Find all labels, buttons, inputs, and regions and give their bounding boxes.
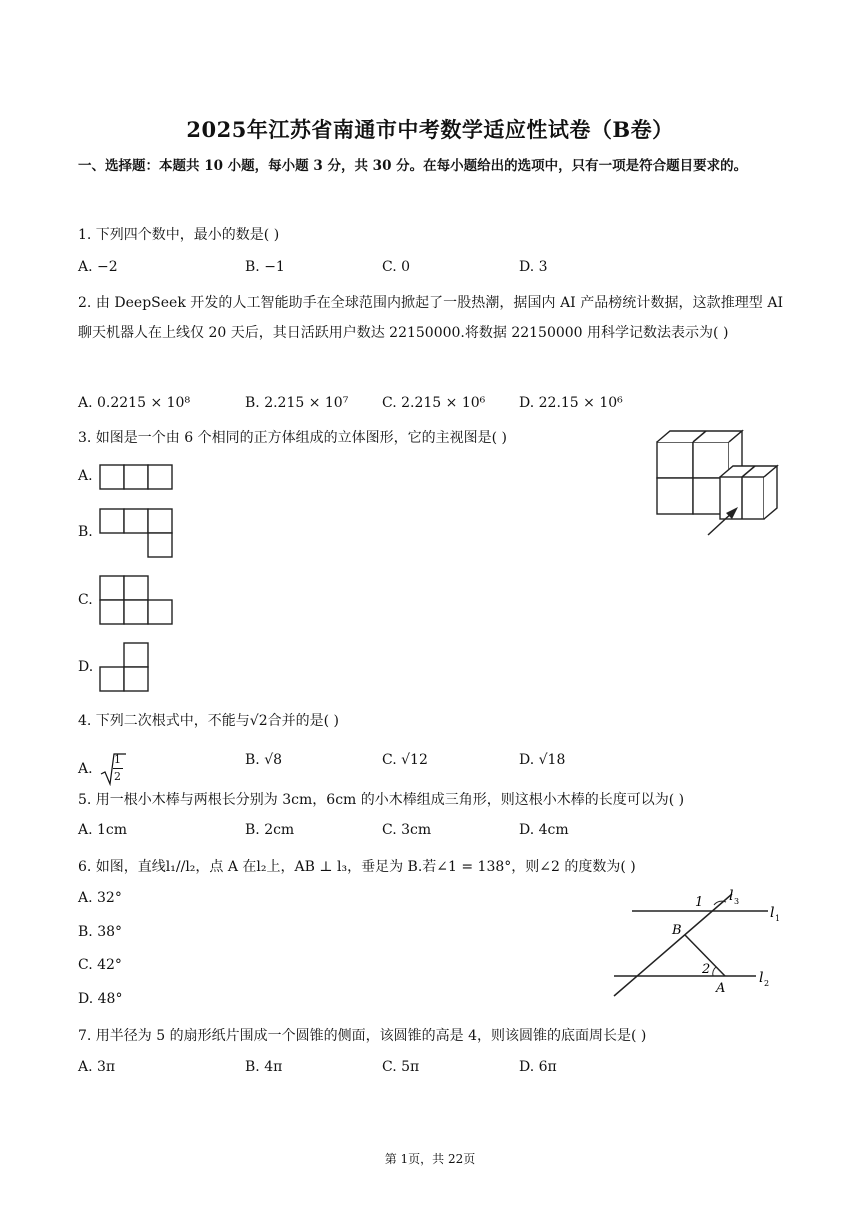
line-l2-label: l — [759, 970, 764, 986]
question-1-stem: 1. 下列四个数中，最小的数是( ) — [78, 227, 280, 243]
question-6-stem: 6. 如图，直线l₁//l₂，点 A 在l₂上，AB ⊥ l₃，垂足为 B.若∠1 = 138°，则∠2 的度数为( ) — [78, 859, 636, 875]
q7-option-a: A. 3π — [78, 1059, 116, 1075]
line-l1-subscript: 1 — [775, 914, 781, 923]
question-4-stem: 4. 下列二次根式中，不能与√2合并的是( ) — [78, 713, 340, 729]
line-l3-label: l — [729, 888, 734, 904]
question-2-stem: 2. 由 DeepSeek 开发的人工智能助手在全球范围内掀起了一股热潮，据国内 AI 产品榜统计数据，这款推理型 AI 聊天机器人在上线仅 20 天后，其日活跃用户数达 22150000.将数据 22150000 用科学记数法表示为( ) — [78, 295, 783, 341]
line-l2-subscript: 2 — [764, 979, 770, 988]
q3-option-b-figure — [98, 507, 178, 562]
sqrt-sign-icon — [100, 752, 126, 786]
q3-option-a: A. — [78, 468, 93, 484]
q2-option-d: D. 22.15 × 10⁶ — [519, 395, 623, 411]
q3-option-b: B. — [78, 524, 93, 540]
q2-option-b: B. 2.215 × 10⁷ — [245, 395, 349, 411]
q3-option-d: D. — [78, 659, 94, 675]
q2-option-c: C. 2.215 × 10⁶ — [382, 395, 486, 411]
page-title: 2025年江苏省南通市中考数学适应性试卷（B卷） — [186, 117, 674, 142]
q6-option-b: B. 38° — [78, 924, 123, 940]
q7-option-d: D. 6π — [519, 1059, 557, 1075]
question-7-stem: 7. 用半径为 5 的扇形纸片围成一个圆锥的侧面，该圆锥的高是 4，则该圆锥的底面周长是( ) — [78, 1028, 647, 1044]
fraction-numerator: 1 — [114, 753, 122, 766]
angle-2-label: 2 — [702, 962, 711, 977]
line-l1-label: l — [770, 905, 775, 921]
fraction-denominator: 2 — [114, 770, 122, 783]
q1-option-c: C. 0 — [382, 259, 411, 275]
q1-option-b: B. −1 — [245, 259, 285, 275]
q3-option-c: C. — [78, 592, 93, 608]
q4-option-d: D. √18 — [519, 752, 566, 768]
q7-option-c: C. 5π — [382, 1059, 420, 1075]
q6-option-d: D. 48° — [78, 991, 123, 1007]
section-heading: 一、选择题：本题共 10 小题，每小题 3 分，共 30 分。在每小题给出的选项中，只有一项是符合题目要求的。 — [78, 158, 748, 174]
page-footer: 第 1页，共 22页 — [384, 1152, 476, 1166]
q2-option-a: A. 0.2215 × 10⁸ — [78, 395, 191, 411]
q4-option-b: B. √8 — [245, 752, 283, 768]
q1-option-a: A. −2 — [78, 259, 118, 275]
q7-option-b: B. 4π — [245, 1059, 283, 1075]
point-b-label: B — [672, 923, 682, 938]
angle-1-label: 1 — [695, 895, 704, 910]
parallel-lines-figure — [610, 880, 790, 998]
q5-option-b: B. 2cm — [245, 822, 295, 838]
q5-option-c: C. 3cm — [382, 822, 432, 838]
q6-option-a: A. 32° — [78, 890, 122, 906]
question-3-stem: 3. 如图是一个由 6 个相同的正方体组成的立体图形，它的主视图是( ) — [78, 430, 507, 446]
q4-option-a: A. $\frac{1}{2}$ — [78, 752, 126, 786]
q4-option-c: C. √12 — [382, 752, 428, 768]
line-l3-subscript: 3 — [734, 897, 740, 906]
fraction-bar — [113, 768, 123, 769]
cube-solid-figure — [640, 425, 790, 540]
point-a-label: A — [716, 981, 726, 996]
q5-option-a: A. 1cm — [78, 822, 128, 838]
q5-option-d: D. 4cm — [519, 822, 569, 838]
q1-option-d: D. 3 — [519, 259, 548, 275]
question-5-stem: 5. 用一根小木棒与两根长分别为 3cm，6cm 的小木棒组成三角形，则这根小木棒的长度可以为( ) — [78, 792, 685, 808]
q3-option-a-figure — [98, 463, 178, 493]
q3-option-c-figure — [98, 574, 178, 629]
q6-option-c: C. 42° — [78, 957, 122, 973]
q3-option-d-figure — [98, 641, 158, 696]
